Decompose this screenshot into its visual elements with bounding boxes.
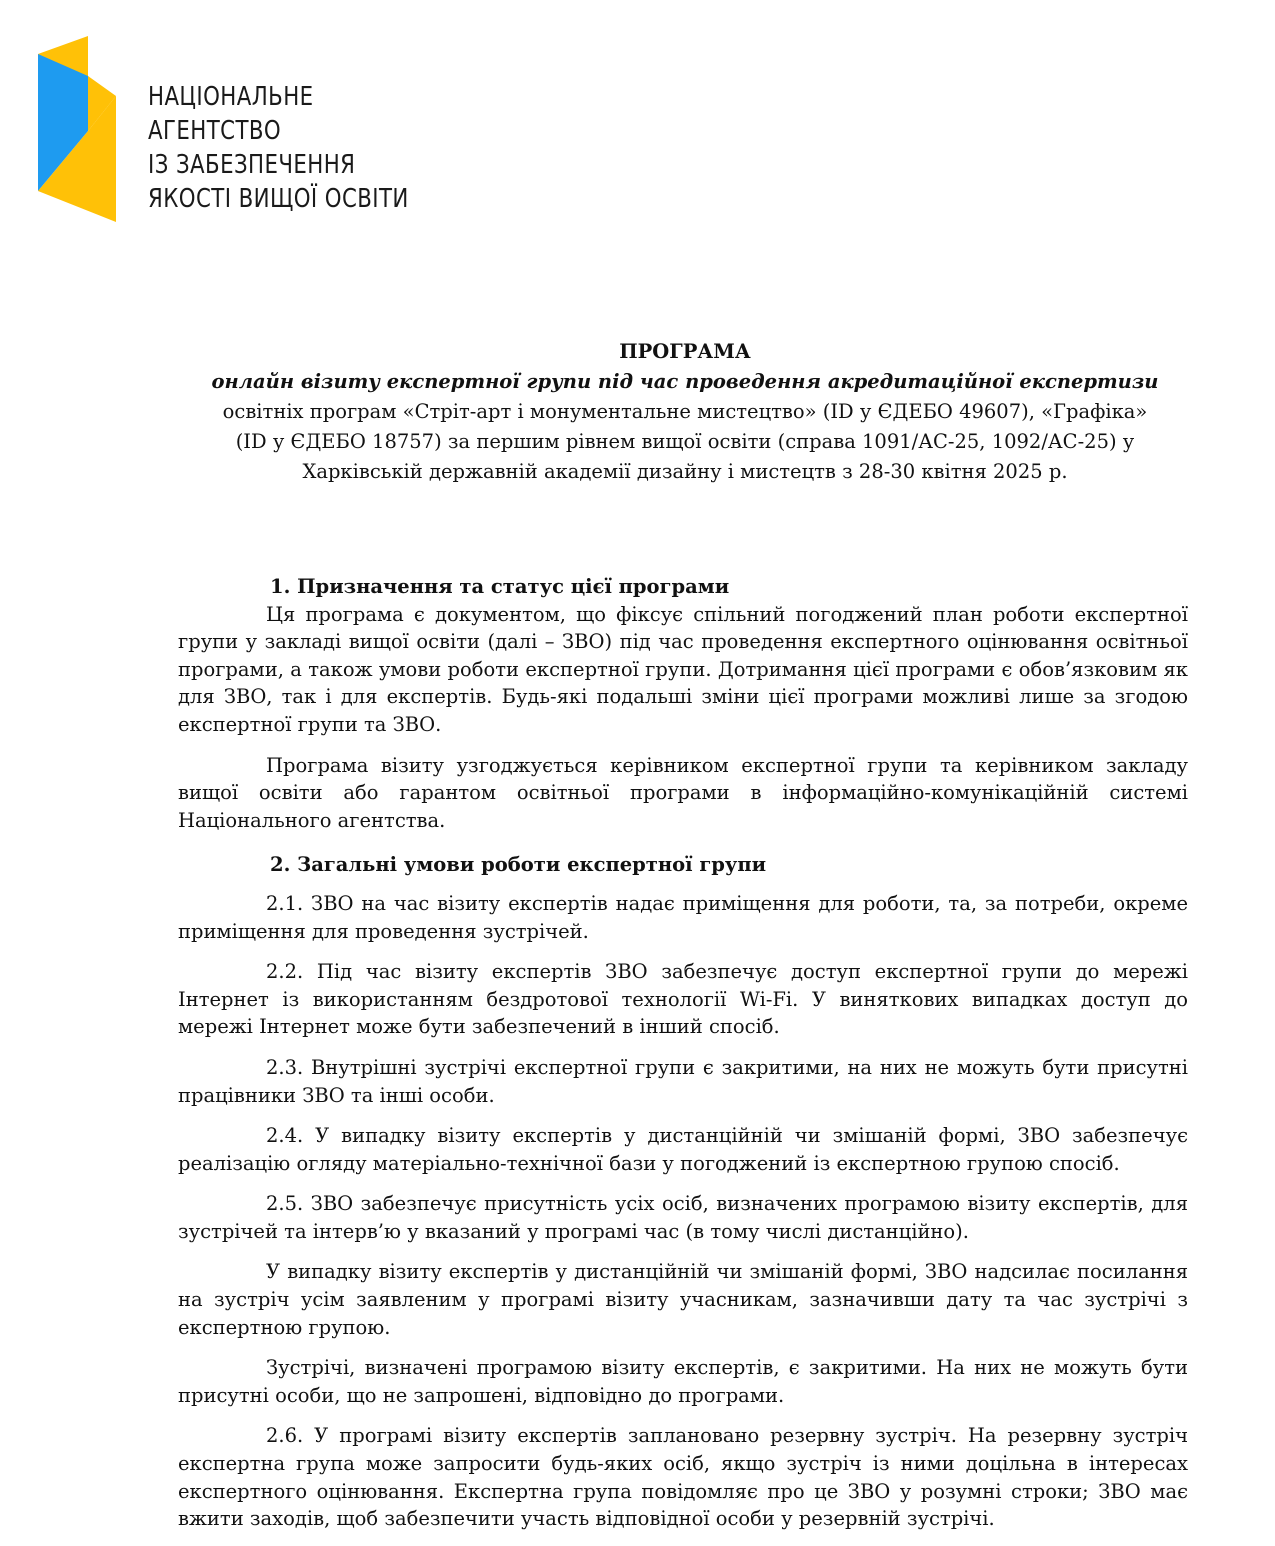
paragraph: 2.1. ЗВО на час візиту експертів надає приміщення для роботи, та, за потреби, окреме приміщення для проведення зустрічей. <box>178 891 1188 943</box>
agency-logo <box>38 36 418 226</box>
header-line: освітніх програм «Стріт-арт і монументальне мистецтво» (ID у ЄДЕБО 49607), «Графіка» <box>222 400 1148 423</box>
paragraph: 2.4. У випадку візиту експертів у дистанційній чи змішаній формі, ЗВО забезпечує реалізацію огляду матеріально-технічної бази у погоджений із експертною групою спосіб. <box>178 1124 1188 1175</box>
paragraph: У випадку візиту експертів у дистанційній чи змішаній формі, ЗВО надсилає посилання на зустріч усім заявленим у програмі візиту учасникам, зазначивши дату та час зустрічі з експертною групою. <box>178 1260 1188 1339</box>
header-line: (ID у ЄДЕБО 18757) за першим рівнем вищої освіти (справа 1091/АС-25, 1092/АС-25) у <box>235 430 1135 453</box>
paragraph: 2.5. ЗВО забезпечує присутність усіх осіб, визначених програмою візиту експертів, для зустрічей та інтерв’ю у вказаний у програмі час (в тому числі дистанційно). <box>178 1192 1188 1243</box>
paragraph: 2.2. Під час візиту експертів ЗВО забезпечує доступ експертної групи до мережі Інтернет із використанням бездротової технології Wi-Fi. У виняткових випадках доступ до мережі Інтернет може бути забезпечений в інший спосіб. <box>178 960 1188 1039</box>
agency-name-line: ІЗ ЗАБЕЗПЕЧЕННЯ <box>148 150 356 180</box>
document-header <box>170 337 1200 487</box>
paragraph: Зустрічі, визначені програмою візиту експертів, є закритими. На них не можуть бути присутні особи, що не запрошені, відповідно до програми. <box>178 1356 1188 1407</box>
paragraph: Програма візиту узгоджується керівником експертної групи та керівником закладу вищої освіти або гарантом освітньої програми в інформаційно-комунікаційній системі Національного агентства. <box>178 753 1188 832</box>
document-title: ПРОГРАМА <box>619 340 751 363</box>
paragraph: 2.6. У програмі візиту експертів заплановано резервну зустріч. На резервну зустріч експертна група може запросити будь-яких осіб, якщо зустріч із ними доцільна в інтересах експертного оцінювання. Експертна група повідомляє про це ЗВО у розумні строки; ЗВО має вжити заходів, щоб забезпечити участь відповідної особи у резервній зустрічі. <box>178 1424 1188 1531</box>
paragraph: 2.3. Внутрішні зустрічі експертної групи є закритими, на них не можуть бути присутні працівники ЗВО та інші особи. <box>178 1055 1188 1107</box>
section-heading: 2. Загальні умови роботи експертної групи <box>270 853 767 877</box>
document-subtitle: онлайн візиту експертної групи під час проведення акредитаційної експертизи <box>211 370 1159 393</box>
agency-name-line: НАЦІОНАЛЬНЕ <box>148 82 314 112</box>
agency-name-line: ЯКОСТІ ВИЩОЇ ОСВІТИ <box>148 184 409 214</box>
document-body <box>178 573 1188 1546</box>
agency-name-line: АГЕНТСТВО <box>148 116 282 146</box>
section-heading: 1. Призначення та статус цієї програми <box>270 575 730 598</box>
paragraph: Ця програма є документом, що фіксує спільний погоджений план роботи експертної групи у закладі вищої освіти (далі – ЗВО) під час проведення експертного оцінювання освітньої програми, а також умови роботи експертної групи. Дотримання цієї програми є обов’язковим як для ЗВО, так і для експертів. Будь-які подальші зміни цієї програми можливі лише за згодою експертної групи та ЗВО. <box>178 602 1188 736</box>
header-line: Харківській державній академії дизайну і мистецтв з 28-30 квітня 2025 р. <box>302 460 1068 483</box>
agency-logo-icon <box>38 36 118 222</box>
agency-name <box>148 80 409 216</box>
